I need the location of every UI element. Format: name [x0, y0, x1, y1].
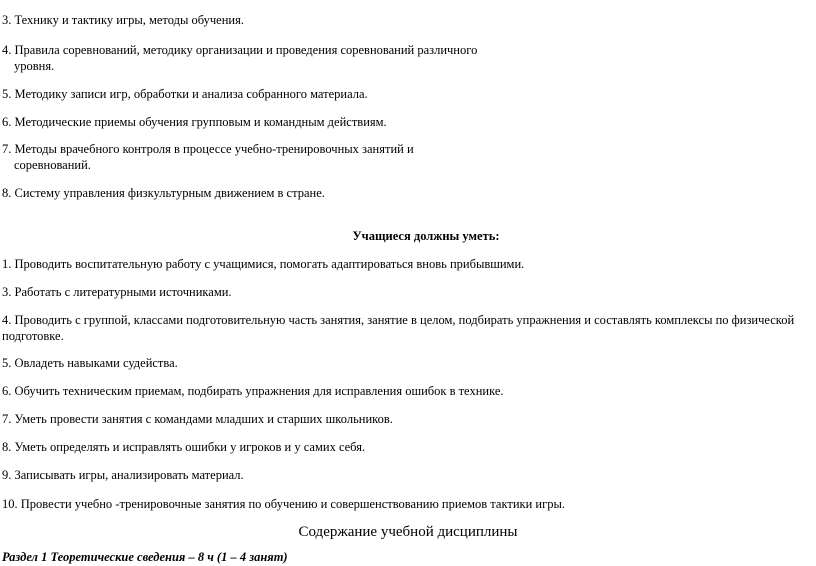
knowledge-item-8: 8. Систему управления физкультурным движением в стране. — [2, 186, 325, 200]
knowledge-item-4: 4. Правила соревнований, методику организации и проведения соревнований различного — [2, 43, 478, 57]
knowledge-item-5: 5. Методику записи игр, обработки и анализа собранного материала. — [2, 87, 368, 101]
skills-heading: Учащиеся должны уметь: — [352, 229, 500, 243]
knowledge-item-3: 3. Технику и тактику игры, методы обучения. — [2, 13, 244, 27]
skill-item-4-cont: подготовке. — [2, 329, 64, 343]
skill-item-6: 6. Обучить техническим приемам, подбирать упражнения для исправления ошибок в технике. — [2, 384, 504, 398]
knowledge-item-7-cont: соревнований. — [14, 158, 91, 172]
knowledge-item-6: 6. Методические приемы обучения групповым и командным действиям. — [2, 115, 387, 129]
skill-item-4: 4. Проводить с группой, классами подготовительную часть занятия, занятие в целом, подбирать упражнения и составлять комплексы по физической — [2, 313, 795, 327]
skill-item-9: 9. Записывать игры, анализировать материал. — [2, 468, 244, 482]
skill-item-3: 3. Работать с литературными источниками. — [2, 285, 232, 299]
skill-item-1: 1. Проводить воспитательную работу с учащимися, помогать адаптироваться вновь прибывшими. — [2, 257, 525, 271]
skill-item-10: 10. Провести учебно -тренировочные занятия по обучению и совершенствованию приемов тактики игры. — [2, 497, 565, 511]
skill-item-7: 7. Уметь провести занятия с командами младших и старших школьников. — [2, 412, 393, 426]
content-title: Содержание учебной дисциплины — [298, 524, 518, 540]
section-1-title: Раздел 1 Теоретические сведения – 8 ч (1 – 4 занят) — [2, 550, 288, 564]
skill-item-8: 8. Уметь определять и исправлять ошибки у игроков и у самих себя. — [2, 440, 366, 454]
knowledge-item-7: 7. Методы врачебного контроля в процессе учебно-тренировочных занятий и — [2, 142, 414, 156]
skill-item-5: 5. Овладеть навыками судейства. — [2, 356, 178, 370]
knowledge-item-4-cont: уровня. — [14, 59, 55, 73]
